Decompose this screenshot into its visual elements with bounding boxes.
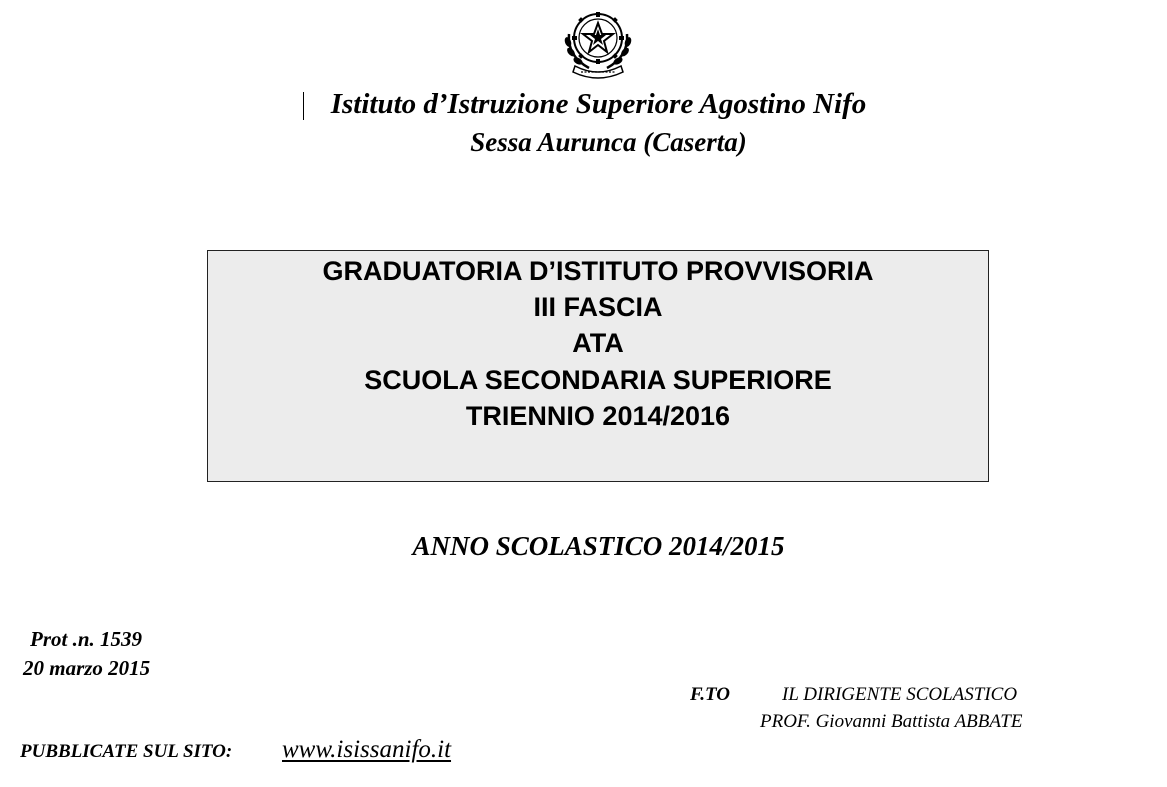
protocol-number: Prot .n. 1539 xyxy=(30,627,143,651)
website-link[interactable]: www.isissanifo.it xyxy=(282,736,452,763)
title-line-1: GRADUATORIA D’ISTITUTO PROVVISORIA xyxy=(322,256,874,286)
repubblica-italiana-emblem-icon xyxy=(561,4,635,80)
title-line-5: TRIENNIO 2014/2016 xyxy=(465,401,731,431)
published-label: PUBBLICATE SUL SITO: xyxy=(20,741,233,762)
signature-name: PROF. Giovanni Battista ABBATE xyxy=(760,711,1023,732)
protocol-date: 20 marzo 2015 xyxy=(23,656,151,680)
signature-role: IL DIRIGENTE SCOLASTICO xyxy=(782,684,1018,705)
institution-city: Sessa Aurunca (Caserta) xyxy=(470,127,747,157)
institution-name: Istituto d’Istruzione Superiore Agostino Nifo xyxy=(330,88,867,120)
signature-prefix: F.TO xyxy=(690,684,730,705)
title-line-2: III FASCIA xyxy=(533,292,663,322)
title-line-4: SCUOLA SECONDARIA SUPERIORE xyxy=(364,365,832,395)
school-year: ANNO SCOLASTICO 2014/2015 xyxy=(412,531,785,561)
title-line-3: ATA xyxy=(572,328,624,358)
title-box xyxy=(207,250,989,482)
